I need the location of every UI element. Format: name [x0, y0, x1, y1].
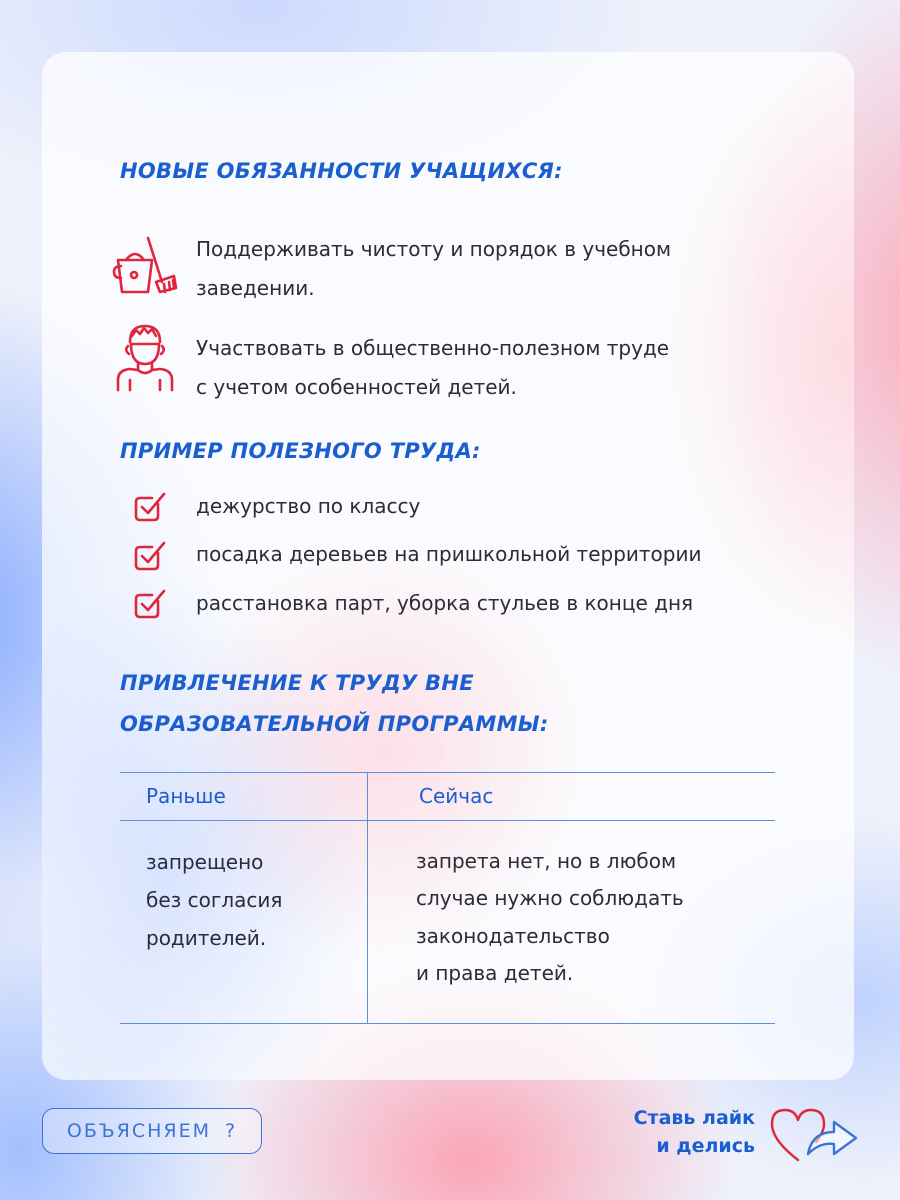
duty-2-line-1: Участвовать в общественно-полезном труде	[196, 336, 670, 360]
heart-icon	[772, 1110, 824, 1160]
duty-2-line-2: с учетом особенностей детей.	[196, 375, 517, 399]
like-share-icon[interactable]	[768, 1104, 860, 1166]
checkbox-icon	[132, 587, 168, 621]
table-header-now: Сейчас	[419, 784, 494, 808]
table-cell-now-line-3: законодательство	[416, 924, 610, 948]
table-cell-before-line-1: запрещено	[146, 850, 264, 874]
example-item-1: дежурство по классу	[196, 494, 421, 518]
duty-1-line-2: заведении.	[196, 276, 315, 300]
section-title-extra-work-line-1: ПРИВЛЕЧЕНИЕ К ТРУДУ ВНЕ	[120, 671, 474, 695]
checkbox-icon	[132, 539, 168, 573]
child-person-icon	[114, 320, 176, 392]
share-caption	[600, 1104, 755, 1160]
bucket-broom-icon	[112, 236, 178, 296]
share-line-1: Ставь лайк	[633, 1107, 755, 1129]
table-cell-before-line-3: родителей.	[146, 926, 267, 950]
checkbox-icon	[132, 490, 168, 524]
section-title-extra-work-line-2: ОБРАЗОВАТЕЛЬНОЙ ПРОГРАММЫ:	[120, 712, 549, 736]
share-line-2: и делись	[656, 1135, 755, 1157]
table-header-before: Раньше	[146, 784, 226, 808]
section-title-duties: НОВЫЕ ОБЯЗАННОСТИ УЧАЩИХСЯ:	[120, 159, 563, 183]
example-item-2: посадка деревьев на пришкольной территории	[196, 542, 702, 566]
section-title-examples: ПРИМЕР ПОЛЕЗНОГО ТРУДА:	[120, 439, 481, 463]
duty-1-line-1: Поддерживать чистоту и порядок в учебном	[196, 237, 672, 261]
table-bottom-border	[120, 1023, 775, 1024]
question-mark: ?	[225, 1120, 238, 1142]
explain-button[interactable]	[42, 1108, 262, 1154]
explain-label: ОБЪЯСНЯЕМ	[66, 1120, 212, 1142]
table-top-border	[120, 772, 775, 773]
table-cell-now-line-2: случае нужно соблюдать	[416, 886, 684, 910]
table-cell-before-line-2: без согласия	[146, 888, 283, 912]
table-column-divider	[367, 772, 368, 1024]
table-cell-now-line-4: и права детей.	[416, 961, 574, 985]
example-item-3: расстановка парт, уборка стульев в конце дня	[196, 591, 694, 615]
table-cell-now-line-1: запрета нет, но в любом	[416, 849, 677, 873]
table-header-divider	[120, 820, 775, 821]
share-arrow-icon	[808, 1122, 856, 1154]
